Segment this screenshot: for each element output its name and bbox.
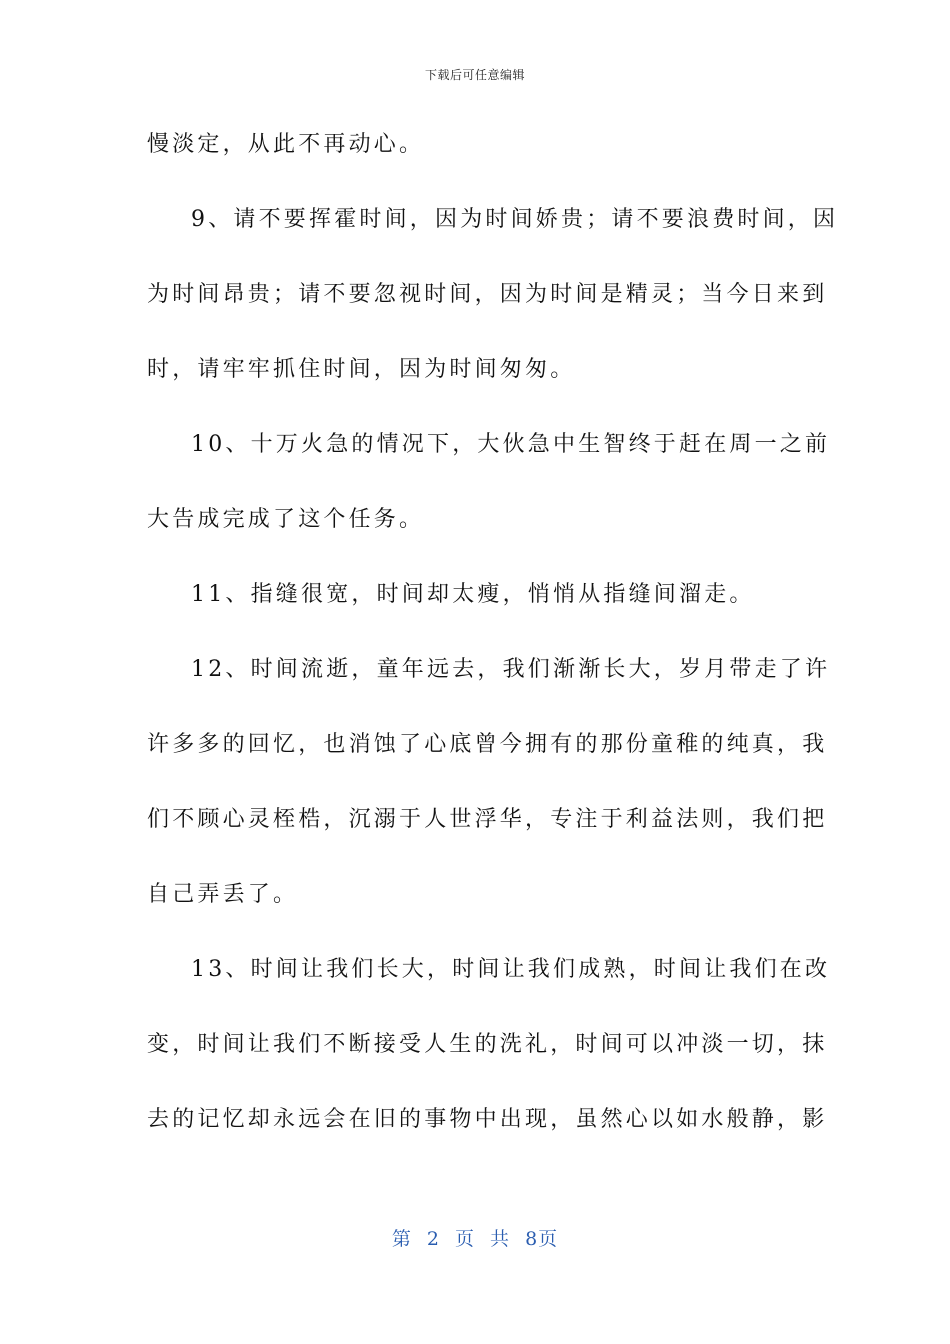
text-line: 时，请牢牢抓住时间，因为时间匆匆。 [147,357,576,382]
paragraph-12-line: 12、时间流逝，童年远去，我们渐渐长大，岁月带走了许 [191,657,831,682]
text-line: 许多多的回忆，也消蚀了心底曾今拥有的那份童稚的纯真，我 [147,732,828,757]
page-header: 下载后可任意编辑 [424,68,525,82]
text-line: 为时间昂贵；请不要忽视时间，因为时间是精灵；当今日来到 [147,282,828,307]
text-line: 们不顾心灵桎梏，沉溺于人世浮华，专注于利益法则，我们把 [147,807,828,832]
text-line: 去的记忆却永远会在旧的事物中出现，虽然心以如水般静，影 [147,1107,828,1132]
page-number-footer: 第 2 页 共 8页 [391,1228,559,1250]
document-body [147,114,839,1164]
paragraph-9-line: 9、请不要挥霍时间，因为时间娇贵；请不要浪费时间，因 [191,207,839,232]
text-line: 大告成完成了这个任务。 [147,507,425,532]
text-line: 慢淡定，从此不再动心。 [147,132,425,157]
text-line: 自己弄丢了。 [147,882,299,907]
paragraph-10-line: 10、十万火急的情况下，大伙急中生智终于赶在周一之前 [191,432,831,457]
text-line: 变，时间让我们不断接受人生的洗礼，时间可以冲淡一切，抹 [147,1032,828,1057]
paragraph-11-line: 11、指缝很宽，时间却太瘦，悄悄从指缝间溜走。 [191,582,755,607]
paragraph-13-line: 13、时间让我们长大，时间让我们成熟，时间让我们在改 [191,957,831,982]
